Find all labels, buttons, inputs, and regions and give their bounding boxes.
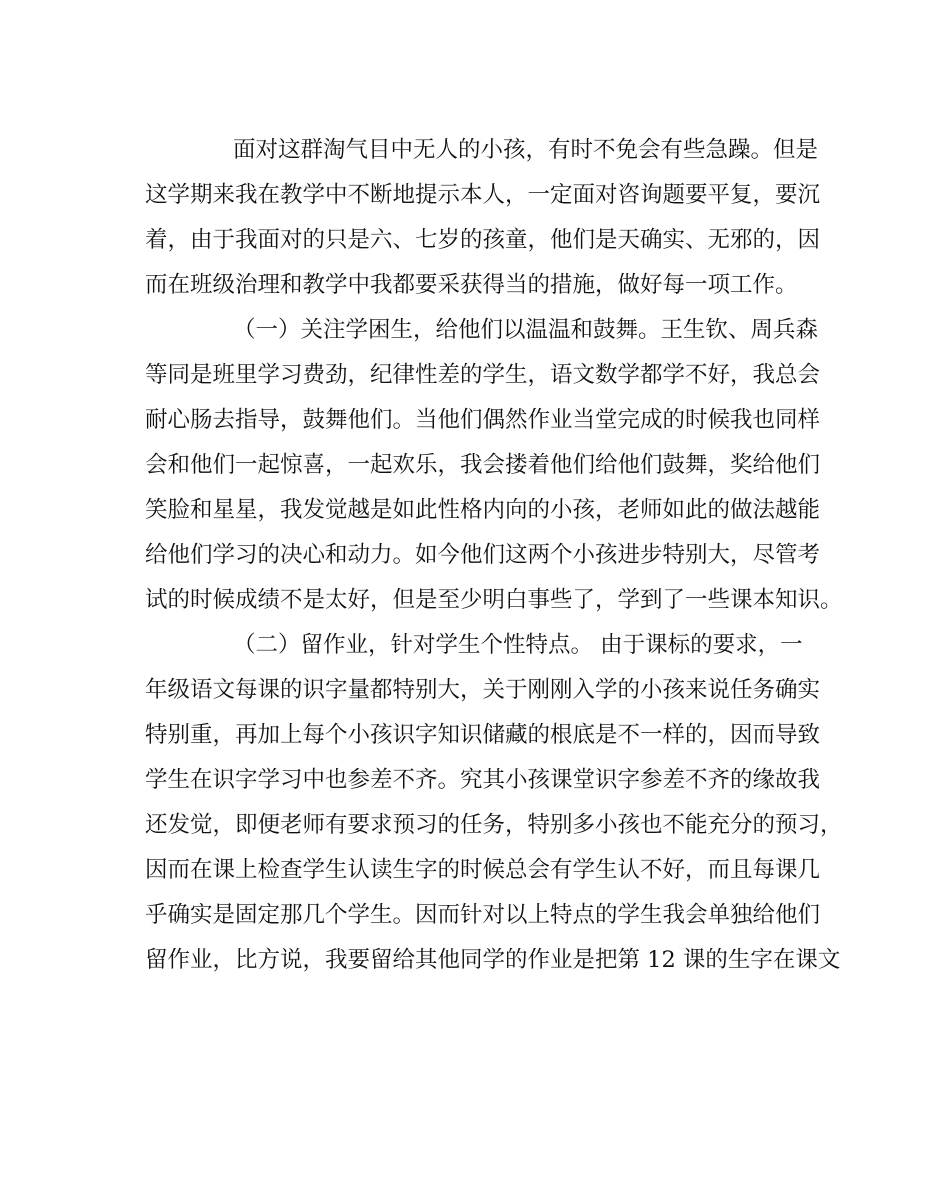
text-line: 耐心肠去指导，鼓舞他们。当他们偶然作业当堂完成的时候我也同样 (145, 407, 821, 433)
text-line: 留作业，比方说，我要留给其他同学的作业是把第 12 课的生字在课文 (145, 947, 841, 973)
text-line: （二）留作业，针对学生个性特点。 由于课标的要求，一 (233, 632, 803, 658)
text-line: 年级语文每课的识字量都特别大，关于刚刚入学的小孩来说任务确实 (145, 677, 821, 703)
text-line: 学生在识字学习中也参差不齐。究其小孩课堂识字参差不齐的缘故我 (145, 767, 821, 793)
text-line: 这学期来我在教学中不断地提示本人，一定面对咨询题要平复，要沉 (145, 182, 821, 208)
body-text (145, 128, 843, 983)
text-line: 着，由于我面对的只是六、七岁的孩童，他们是天确实、无邪的，因 (145, 227, 821, 253)
text-line: 特别重，再加上每个小孩识字知识储藏的根底是不一样的，因而导致 (145, 722, 821, 748)
text-line: 因而在课上检查学生认读生字的时候总会有学生认不好，而且每课几 (145, 857, 821, 883)
text-line: 给他们学习的决心和动力。如今他们这两个小孩进步特别大，尽管考 (145, 542, 821, 568)
text-line: 会和他们一起惊喜，一起欢乐，我会搂着他们给他们鼓舞，奖给他们 (145, 452, 821, 478)
paragraph-1 (145, 128, 821, 308)
text-line: 而在班级治理和教学中我都要采获得当的措施，做好每一项工作。 (145, 272, 798, 298)
text-line: 笑脸和星星，我发觉越是如此性格内向的小孩，老师如此的做法越能 (145, 497, 821, 523)
text-line: 面对这群淘气目中无人的小孩，有时不免会有些急躁。但是 (233, 137, 819, 163)
text-line: 试的时候成绩不是太好，但是至少明白事些了，学到了一些课本知识。 (145, 587, 843, 613)
text-line: 乎确实是固定那几个学生。因而针对以上特点的学生我会单独给他们 (145, 902, 821, 928)
paragraph-3 (145, 623, 843, 983)
text-line: 还发觉，即便老师有要求预习的任务，特别多小孩也不能充分的预习， (145, 812, 843, 838)
text-line: （一）关注学困生，给他们以温温和鼓舞。王生钦、周兵森 (233, 317, 819, 343)
text-line: 等同是班里学习费劲，纪律性差的学生，语文数学都学不好，我总会 (145, 362, 821, 388)
paragraph-2 (145, 308, 843, 623)
